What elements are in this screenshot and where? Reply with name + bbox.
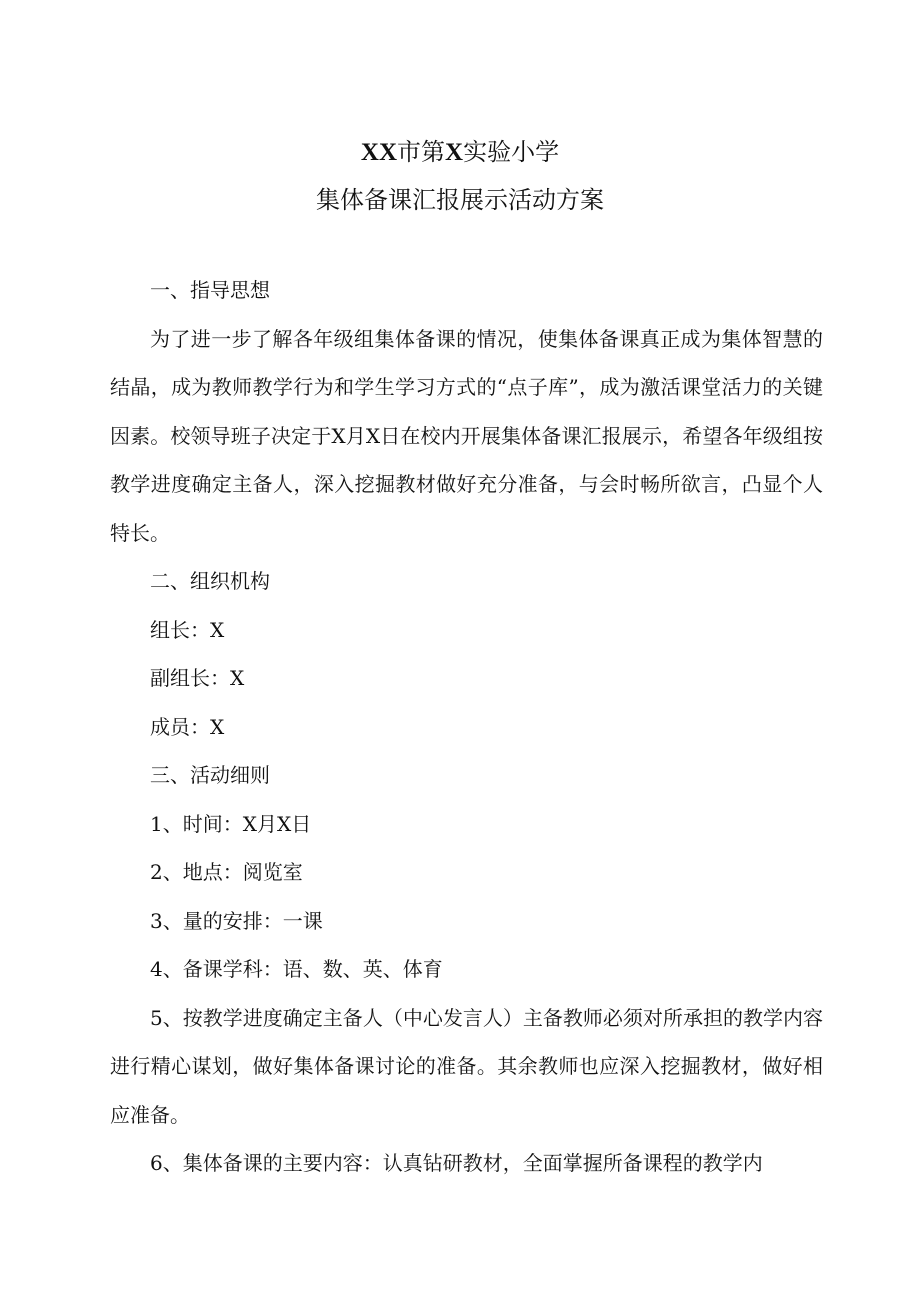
org-members: 成员：X xyxy=(150,714,225,739)
section-heading-activity-details: 三、活动细则 xyxy=(150,763,270,787)
detail-subjects: 4、备课学科：语、数、英、体育 xyxy=(150,957,443,981)
title-plan: 集体备课汇报展示活动方案 xyxy=(316,186,604,214)
title-school-number: X xyxy=(445,139,464,166)
title-school-name: 实验小学 xyxy=(463,138,560,166)
detail-lead-preparer: 5、按教学进度确定主备人（中心发言人）主备教师必须对所承担的教学内容进行精心谋划，做好集体备课讨论的准备。其余教师也应深入挖掘教材，做好相应准备。 xyxy=(110,1005,823,1127)
paragraph-guiding-thought: 为了进一步了解各年级组集体备课的情况，使集体备课真正成为集体智慧的结晶，成为教师教学行为和学生学习方式的“点子库”，成为激活课堂活力的关键因素。校领导班子决定于X月X日在校内开展集体备课汇报展示，希望各年级组按教学进度确定主备人，深入挖掘教材做好充分准备，与会时畅所欲言，凸显个人特长。 xyxy=(110,326,823,545)
org-leader: 组长：X xyxy=(150,617,225,642)
title-city-suffix: 市第 xyxy=(397,138,446,166)
section-heading-guiding-thought: 一、指导思想 xyxy=(150,278,270,302)
title-city-code: XX xyxy=(360,139,398,166)
detail-time: 1、时间：X月X日 xyxy=(150,811,312,836)
org-deputy-leader: 副组长：X xyxy=(150,666,245,690)
title-school xyxy=(0,128,920,176)
detail-location: 2、地点：阅览室 xyxy=(150,860,303,884)
detail-main-content: 6、集体备课的主要内容：认真钻研教材，全面掌握所备课程的教学内 xyxy=(150,1151,763,1175)
document-body xyxy=(110,266,823,1188)
title-block xyxy=(0,128,920,224)
section-heading-organization: 二、组织机构 xyxy=(150,569,270,593)
detail-quantity: 3、量的安排：一课 xyxy=(150,908,323,933)
